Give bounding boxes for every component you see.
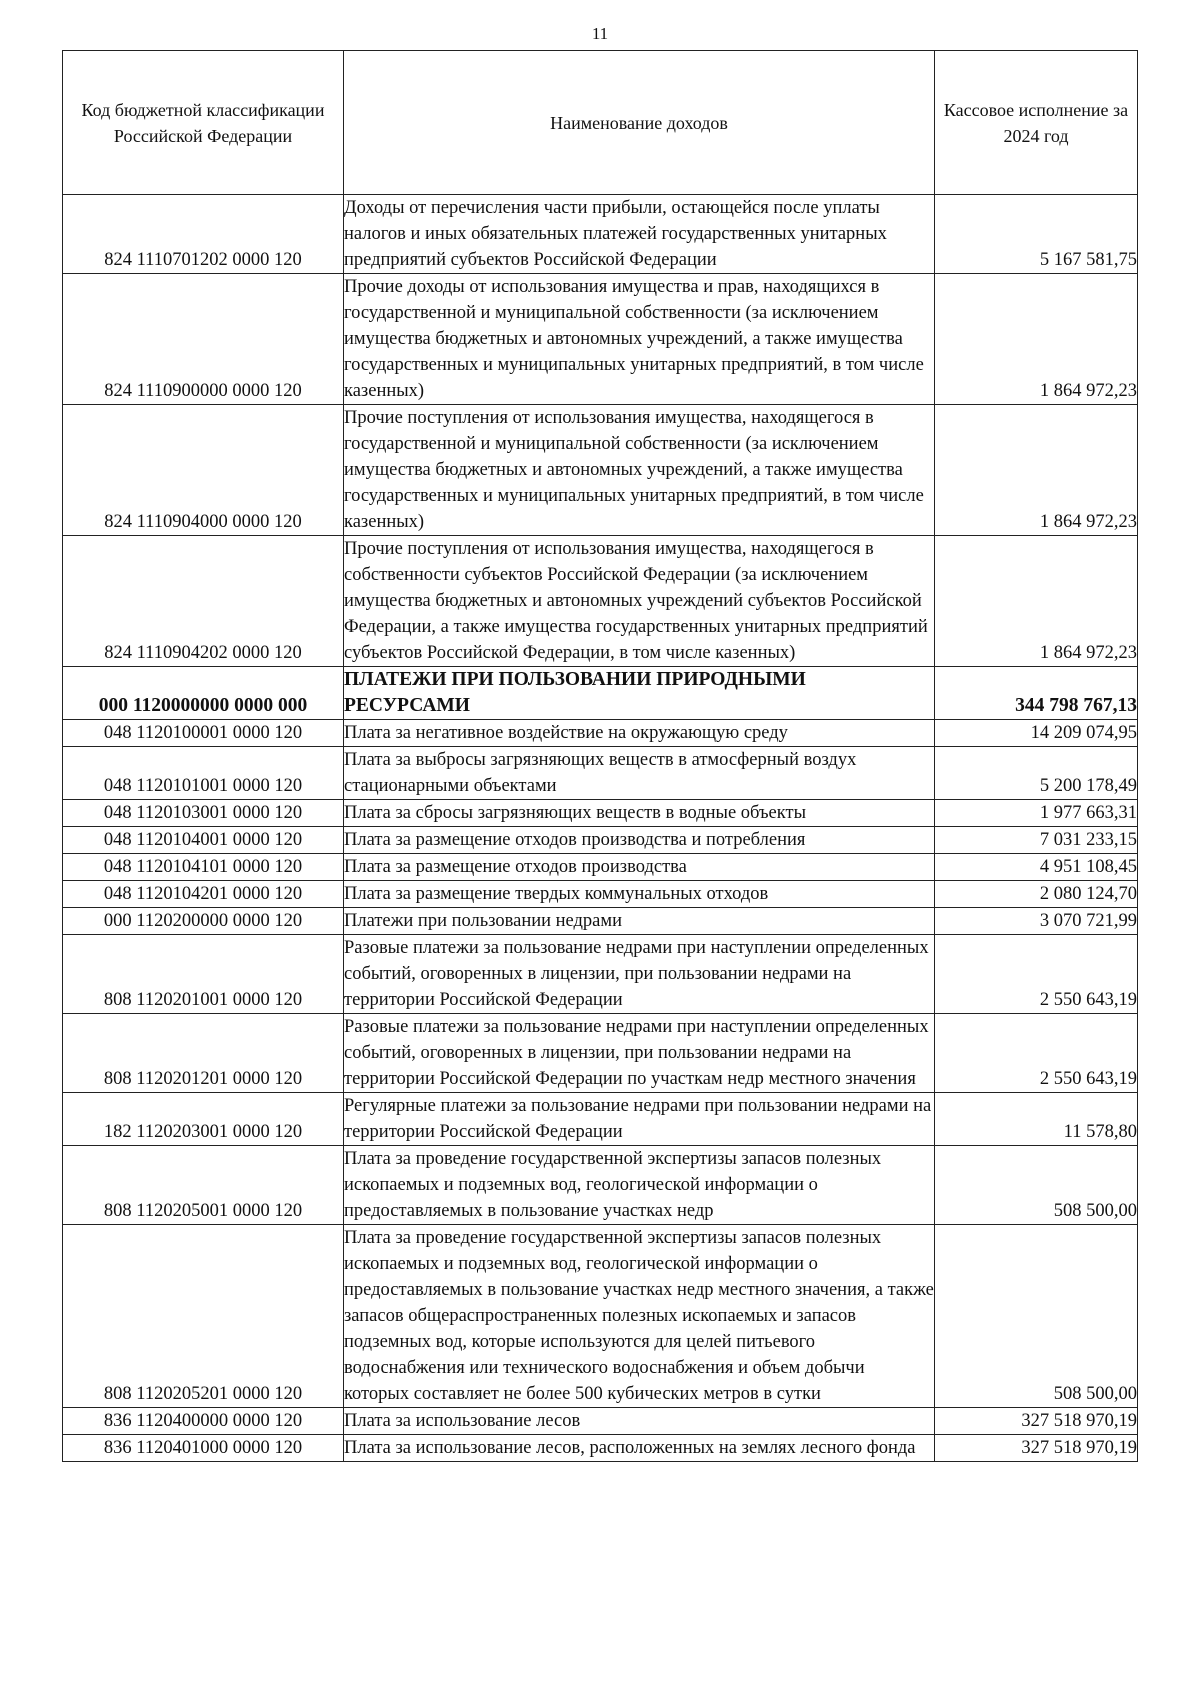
row-code: 000 1120200000 0000 120 [63,908,344,935]
row-name: Регулярные платежи за пользование недрами при пользовании недрами на территории Российской Федерации [344,1093,935,1146]
row-value: 5 167 581,75 [935,195,1138,274]
row-code: 824 1110904000 0000 120 [63,405,344,536]
table-row [63,854,1138,881]
row-value: 1 864 972,23 [935,536,1138,667]
row-name: Плата за размещение отходов производства [344,854,935,881]
row-value: 2 550 643,19 [935,1014,1138,1093]
row-name: Плата за сбросы загрязняющих веществ в водные объекты [344,800,935,827]
row-code: 808 1120205001 0000 120 [63,1146,344,1225]
table-row [63,1146,1138,1225]
header-value: Кассовое исполнение за 2024 год [935,51,1138,195]
row-value: 4 951 108,45 [935,854,1138,881]
row-code: 836 1120401000 0000 120 [63,1435,344,1462]
row-code: 048 1120101001 0000 120 [63,747,344,800]
table-row [63,827,1138,854]
row-value: 3 070 721,99 [935,908,1138,935]
table-row [63,881,1138,908]
row-code: 824 1110900000 0000 120 [63,274,344,405]
row-code: 836 1120400000 0000 120 [63,1408,344,1435]
row-code: 048 1120100001 0000 120 [63,720,344,747]
table-row [63,747,1138,800]
row-value: 508 500,00 [935,1146,1138,1225]
table-row [63,800,1138,827]
table-row [63,1408,1138,1435]
row-value: 327 518 970,19 [935,1408,1138,1435]
row-value: 508 500,00 [935,1225,1138,1408]
row-value: 14 209 074,95 [935,720,1138,747]
row-code: 000 1120000000 0000 000 [63,667,344,720]
table-row [63,935,1138,1014]
row-name: Плата за размещение твердых коммунальных отходов [344,881,935,908]
row-name: Прочие доходы от использования имущества и прав, находящихся в государственной и муниципальной собственности (за исключением имущества бюджетных и автономных учреждений, а также имущества государственных и муниципальных унитарных предприятий, в том числе казенных) [344,274,935,405]
table-row [63,274,1138,405]
row-code: 048 1120104001 0000 120 [63,827,344,854]
row-value: 1 864 972,23 [935,405,1138,536]
row-name: Разовые платежи за пользование недрами при наступлении определенных событий, оговоренных в лицензии, при пользовании недрами на территории Российской Федерации по участкам недр местного значения [344,1014,935,1093]
row-name: Платежи при пользовании недрами [344,908,935,935]
table-row [63,667,1138,720]
row-value: 327 518 970,19 [935,1435,1138,1462]
row-value: 11 578,80 [935,1093,1138,1146]
header-name: Наименование доходов [344,51,935,195]
row-code: 048 1120104101 0000 120 [63,854,344,881]
row-code: 808 1120201001 0000 120 [63,935,344,1014]
row-name: Плата за проведение государственной экспертизы запасов полезных ископаемых и подземных вод, геологической информации о предоставляемых в пользование участках недр [344,1146,935,1225]
row-name: Плата за размещение отходов производства и потребления [344,827,935,854]
row-code: 808 1120205201 0000 120 [63,1225,344,1408]
revenue-table [62,50,1138,1462]
row-name: Плата за проведение государственной экспертизы запасов полезных ископаемых и подземных вод, геологической информации о предоставляемых в пользование участках недр местного значения, а также запасов общераспространенных полезных ископаемых и запасов подземных вод, которые используются для целей питьевого водоснабжения или технического водоснабжения и объем добычи которых составляет не более 500 кубических метров в сутки [344,1225,935,1408]
row-value: 1 977 663,31 [935,800,1138,827]
row-code: 048 1120104201 0000 120 [63,881,344,908]
row-value: 5 200 178,49 [935,747,1138,800]
row-name: Разовые платежи за пользование недрами при наступлении определенных событий, оговоренных в лицензии, при пользовании недрами на территории Российской Федерации [344,935,935,1014]
table-row [63,536,1138,667]
header-code: Код бюджетной классификации Российской Федерации [63,51,344,195]
table-row [63,908,1138,935]
row-value: 2 080 124,70 [935,881,1138,908]
table-row [63,1225,1138,1408]
row-value: 7 031 233,15 [935,827,1138,854]
row-name: Плата за использование лесов [344,1408,935,1435]
row-name: Плата за выбросы загрязняющих веществ в атмосферный воздух стационарными объектами [344,747,935,800]
row-code: 048 1120103001 0000 120 [63,800,344,827]
row-name: Плата за использование лесов, расположенных на землях лесного фонда [344,1435,935,1462]
row-value: 1 864 972,23 [935,274,1138,405]
table-header-row [63,51,1138,195]
row-name: Прочие поступления от использования имущества, находящегося в собственности субъектов Российской Федерации (за исключением имущества бюджетных и автономных учреждений субъектов Российской Федерации, а также имущества государственных унитарных предприятий субъектов Российской Федерации, в том числе казенных) [344,536,935,667]
row-code: 182 1120203001 0000 120 [63,1093,344,1146]
page-number: 11 [591,24,609,43]
row-name: ПЛАТЕЖИ ПРИ ПОЛЬЗОВАНИИ ПРИРОДНЫМИ РЕСУРСАМИ [344,667,935,720]
row-code: 808 1120201201 0000 120 [63,1014,344,1093]
row-name: Прочие поступления от использования имущества, находящегося в государственной и муниципальной собственности (за исключением имущества бюджетных и автономных учреждений, а также имущества государственных и муниципальных унитарных предприятий, в том числе казенных) [344,405,935,536]
table-row [63,1014,1138,1093]
row-name: Доходы от перечисления части прибыли, остающейся после уплаты налогов и иных обязательных платежей государственных унитарных предприятий субъектов Российской Федерации [344,195,935,274]
row-code: 824 1110904202 0000 120 [63,536,344,667]
row-value: 2 550 643,19 [935,935,1138,1014]
row-name: Плата за негативное воздействие на окружающую среду [344,720,935,747]
table-row [63,405,1138,536]
table-row [63,1093,1138,1146]
table-row [63,195,1138,274]
row-value: 344 798 767,13 [935,667,1138,720]
table-row [63,720,1138,747]
table-row [63,1435,1138,1462]
row-code: 824 1110701202 0000 120 [63,195,344,274]
